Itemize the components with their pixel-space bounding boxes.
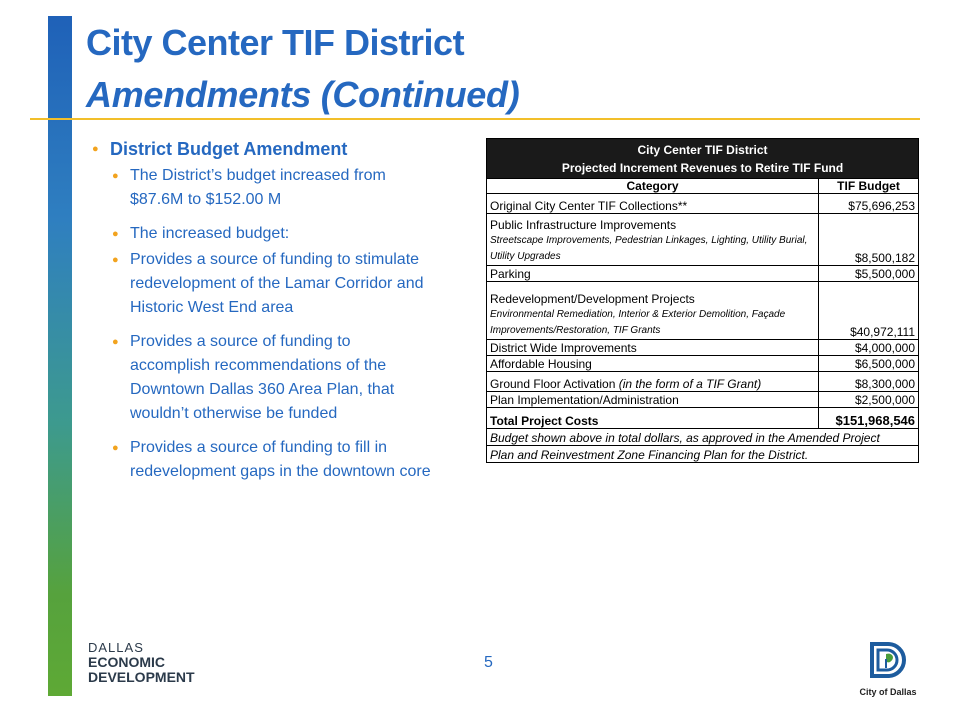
bullet-item-text: Provides a source of funding to accomplish recommendations of the Downtown Dallas 360 Area Plan, that wouldn’t otherwise be funded [130, 333, 395, 422]
bullet-item-text: The District’s budget increased from $87.6M to $152.00 M [130, 167, 386, 208]
table-row [487, 392, 919, 408]
bullet-dot-icon: ● [112, 442, 119, 454]
page-title: City Center TIF District [86, 22, 465, 63]
bullet-item-text: The increased budget: [130, 225, 290, 242]
table-header-row [487, 179, 919, 194]
city-logo-caption: City of Dallas [859, 687, 917, 697]
row-category: Affordable Housing [487, 356, 819, 372]
total-row [487, 408, 919, 429]
note-line1: Budget shown above in total dollars, as approved in the Amended Project [487, 429, 919, 446]
row-category: Original City Center TIF Collections** [487, 194, 819, 214]
row-amount: $6,500,000 [819, 356, 919, 372]
row-amount: $4,000,000 [819, 340, 919, 356]
budget-table [486, 138, 919, 463]
bullet-main [92, 138, 432, 160]
bullet-dot-icon: ● [112, 170, 119, 182]
bullet-dot-icon: ● [112, 228, 119, 240]
row-subcategory: Streetscape Improvements, Pedestrian Linkages, Lighting, Utility Burial, Utility Upgrades [490, 235, 808, 262]
row-subcategory: Environmental Remediation, Interior & Exterior Demolition, Façade Improvements/Restoration, TIF Grants [490, 309, 786, 336]
city-of-dallas-logo [856, 640, 920, 697]
note-row [487, 446, 919, 463]
row-category: Plan Implementation/Administration [487, 392, 819, 408]
row-amount: $75,696,253 [819, 194, 919, 214]
row-amount: $2,500,000 [819, 392, 919, 408]
logo-line3: DEVELOPMENT [88, 669, 195, 685]
table-row [487, 282, 919, 340]
row-category-cell [487, 214, 819, 266]
row-category: District Wide Improvements [487, 340, 819, 356]
row-category-cell [487, 282, 819, 340]
table-row [487, 194, 919, 214]
dallas-economic-development-logo [88, 640, 195, 685]
row-category: Parking [487, 266, 819, 282]
bullet-dot-icon: ● [92, 143, 99, 155]
table-title-line2: Projected Increment Revenues to Retire TIF Fund [561, 160, 844, 175]
page-number: 5 [484, 654, 493, 671]
column-header-category: Category [487, 179, 819, 194]
table-row [487, 214, 919, 266]
row-amount: $8,300,000 [819, 372, 919, 392]
bullet-list [92, 138, 432, 484]
bullet-dot-icon: ● [112, 254, 119, 266]
total-amount: $151,968,546 [819, 408, 919, 429]
bullet-item-text: Provides a source of funding to fill in redevelopment gaps in the downtown core [130, 439, 431, 480]
row-category-cell [487, 372, 819, 392]
bullet-item [92, 164, 432, 212]
row-amount: $5,500,000 [819, 266, 919, 282]
row-category: Public Infrastructure Improvements [490, 218, 677, 232]
city-of-dallas-icon [866, 640, 910, 680]
note-line2: Plan and Reinvestment Zone Financing Plan for the District. [487, 446, 919, 463]
bullet-item [92, 436, 432, 484]
table-title-line1: City Center TIF District [637, 142, 768, 157]
table-row [487, 372, 919, 392]
bullet-item [92, 330, 432, 426]
table-row [487, 266, 919, 282]
bullet-item [92, 248, 432, 320]
table-row [487, 340, 919, 356]
logo-line2: ECONOMIC [88, 654, 165, 670]
bullet-main-text: District Budget Amendment [110, 139, 348, 159]
table-title [487, 139, 919, 179]
note-row [487, 429, 919, 446]
logo-line1: DALLAS [88, 640, 144, 655]
table-row [487, 356, 919, 372]
row-amount: $8,500,182 [819, 214, 919, 266]
row-category: Redevelopment/Development Projects [490, 292, 695, 306]
bullet-dot-icon: ● [112, 336, 119, 348]
column-header-budget: TIF Budget [819, 179, 919, 194]
table-title-row [487, 139, 919, 179]
row-category: Ground Floor Activation [490, 377, 616, 391]
total-label: Total Project Costs [487, 408, 819, 429]
bullet-item-text: Provides a source of funding to stimulate redevelopment of the Lamar Corridor and Historic West End area [130, 251, 424, 316]
row-amount: $40,972,111 [819, 282, 919, 340]
bullet-item [92, 222, 432, 246]
budget-table-container [486, 138, 918, 463]
page-subtitle: Amendments (Continued) [86, 74, 520, 115]
title-divider [30, 118, 920, 120]
row-category-note: (in the form of a TIF Grant) [618, 377, 762, 391]
